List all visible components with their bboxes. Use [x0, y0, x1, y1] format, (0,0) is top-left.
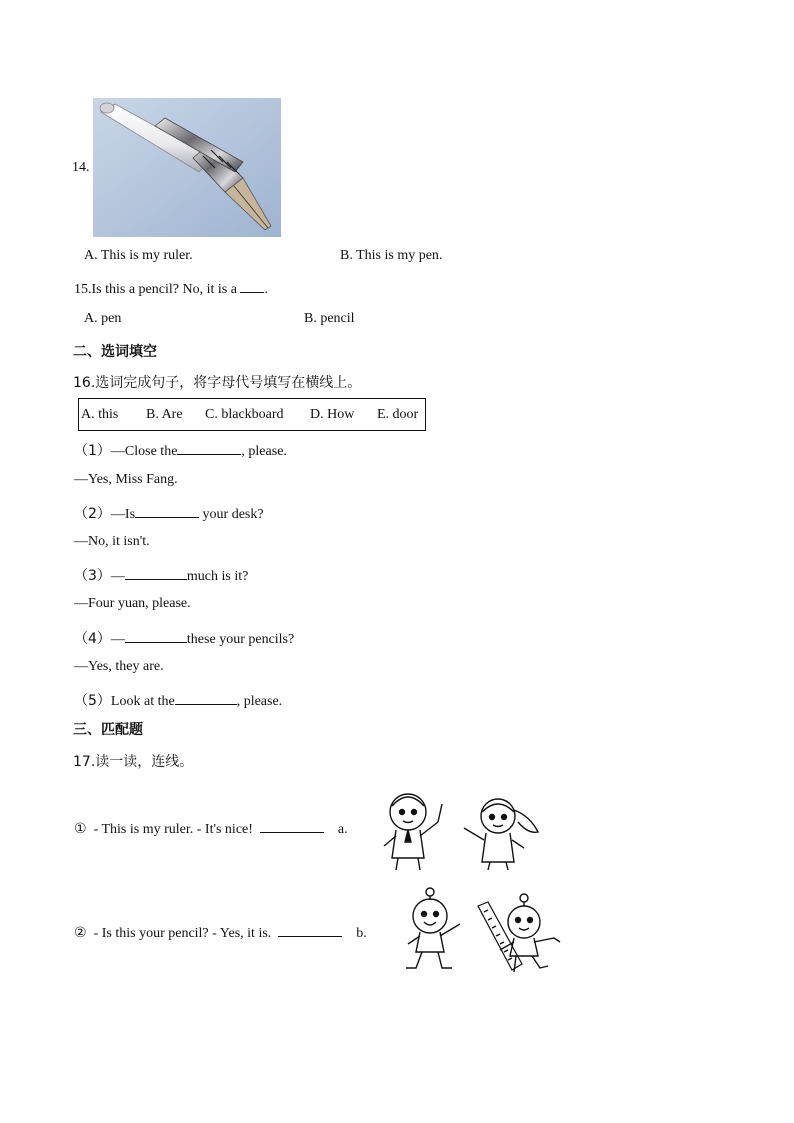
q15-blank	[240, 280, 264, 293]
match-row-2	[74, 924, 367, 942]
q14-option-a: A. This is my ruler.	[84, 248, 193, 263]
fill-item-2	[74, 503, 264, 523]
q15-prompt: 15.Is this a pencil? No, it is a .	[74, 282, 268, 297]
word-bank-item: C. blackboard	[205, 407, 284, 422]
word-bank-item: A. this	[81, 407, 119, 422]
q16-prompt: 16.选词完成句子，将字母代号填写在横线上。	[73, 375, 362, 391]
match-letter: a.	[337, 822, 348, 837]
match-circle-number: ②	[74, 925, 87, 941]
fill-item-pre: —Is	[110, 507, 136, 522]
fill-item-number: （3）	[74, 568, 111, 584]
fill-item-reply: —No, it isn't.	[74, 534, 150, 549]
section3-title: 三、匹配题	[73, 722, 143, 738]
section2-title: 二、选词填空	[73, 344, 157, 360]
fill-item-1	[74, 440, 287, 460]
fill-item-reply: —Yes, they are.	[74, 659, 164, 674]
fill-item-4	[74, 628, 294, 648]
fill-item-number: （2）	[74, 506, 111, 522]
fill-item-pre: —	[110, 569, 125, 584]
two-kids-with-ruler-cartoon	[400, 886, 564, 978]
word-bank-box	[78, 398, 426, 431]
fill-item-reply: —Yes, Miss Fang.	[74, 472, 178, 487]
fill-item-post: , please.	[241, 444, 287, 459]
match-row-1	[74, 820, 348, 838]
fill-item-number: （1）	[74, 443, 111, 459]
match-sentence: - This is my ruler. - It's nice!	[93, 822, 253, 837]
word-bank-item: D. How	[310, 407, 355, 422]
fill-item-post: much is it?	[186, 569, 249, 584]
match-letter: b.	[356, 926, 367, 941]
fill-blank[interactable]	[125, 567, 187, 580]
fill-blank[interactable]	[177, 442, 241, 455]
word-bank-item: E. door	[377, 407, 419, 422]
match-circle-number: ①	[74, 821, 87, 837]
fill-item-post: your desk?	[199, 507, 264, 522]
fill-blank[interactable]	[125, 630, 187, 643]
fill-item-number: （4）	[74, 631, 111, 647]
q15-option-b: B. pencil	[304, 311, 355, 326]
match-blank[interactable]	[278, 924, 342, 937]
word-bank-item: B. Are	[146, 407, 183, 422]
q14-option-b: B. This is my pen.	[340, 248, 443, 263]
boy-and-girl-cartoon	[378, 786, 550, 872]
fill-item-post: these your pencils?	[186, 632, 295, 647]
fill-item-pre: —	[110, 632, 125, 647]
fill-item-reply: —Four yuan, please.	[74, 596, 191, 611]
fill-item-number: （5）	[74, 693, 111, 709]
q17-prompt: 17.读一读，连线。	[73, 754, 194, 770]
fill-item-post: , please.	[236, 694, 283, 709]
fill-item-pre: —Close the	[110, 444, 178, 459]
fill-blank[interactable]	[135, 505, 199, 518]
fill-item-pre: Look at the	[110, 694, 175, 709]
match-sentence: - Is this your pencil? - Yes, it is.	[93, 926, 272, 941]
fill-blank[interactable]	[175, 692, 237, 705]
fountain-pen-photo	[93, 98, 281, 237]
fill-item-3	[74, 565, 248, 585]
match-blank[interactable]	[260, 820, 324, 833]
q14-number: 14.	[72, 160, 90, 175]
fill-item-5	[74, 690, 282, 710]
q15-option-a: A. pen	[84, 311, 122, 326]
q15-prompt-text: 15.Is this a pencil? No, it is a	[74, 282, 237, 297]
